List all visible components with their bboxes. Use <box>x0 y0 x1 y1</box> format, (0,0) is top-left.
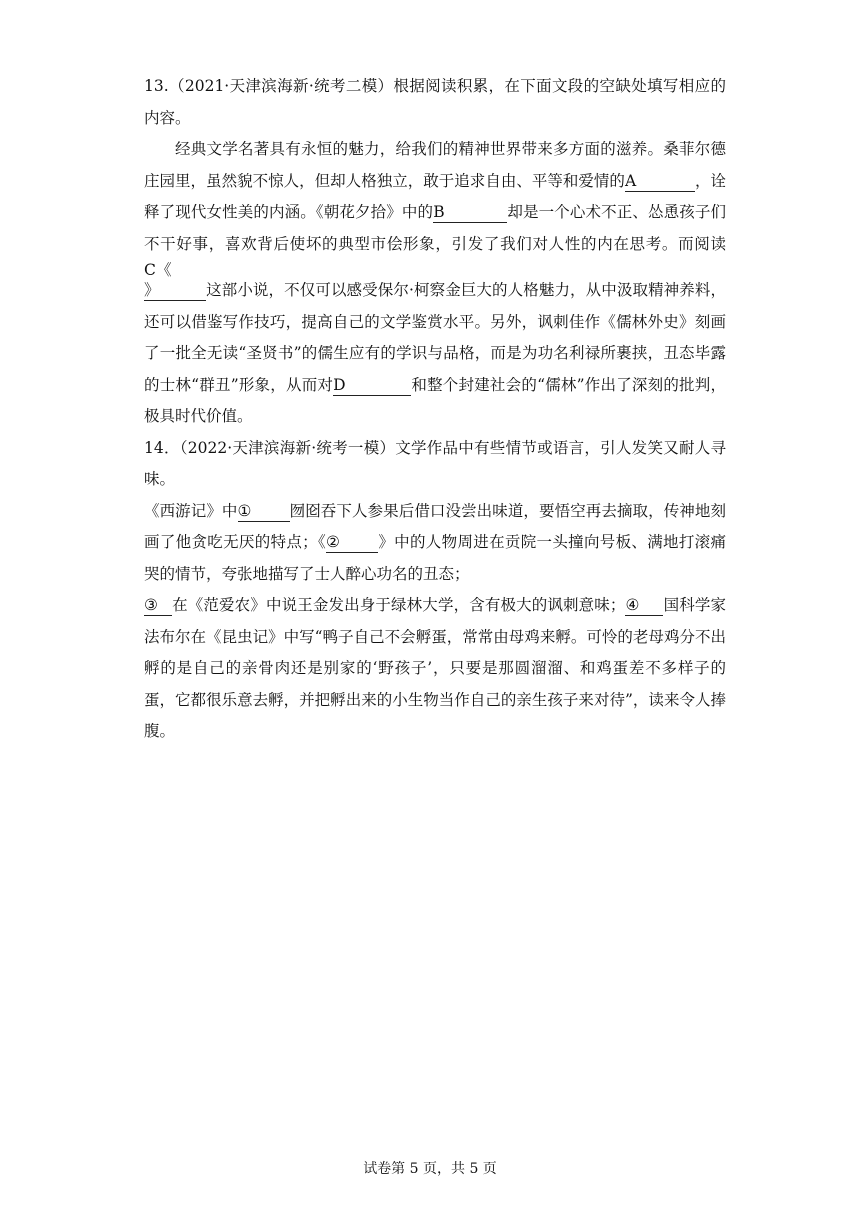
question-14-passage-1 <box>144 496 726 591</box>
page-footer: 试卷第 5 页，共 5 页 <box>363 1161 497 1177</box>
blank-2[interactable]: ② <box>326 532 378 553</box>
blank-d[interactable]: D <box>333 375 411 396</box>
blank-c[interactable]: C《》 <box>144 260 206 301</box>
page-content <box>144 71 726 748</box>
question-13-heading: 13.（2021·天津滨海新·统考二模）根据阅读积累，在下面文段的空缺处填写相应的内容。 <box>144 77 726 127</box>
q13-text-4: 这部小说，不仅可以感受保尔·柯察金巨大的人格魅力，从中汲取精神养料，还可以借鉴写作技巧，提高自己的文学鉴赏水平。另外，讽刺佳作《儒林外史》刻画了一批全无读“圣贤书”的儒生应有的学识与品格，而是为功名利禄所裹挟，丑态毕露的士林“群丑”形象，从而对 <box>144 281 726 394</box>
blank-3[interactable]: ③ <box>144 595 172 616</box>
question-13 <box>144 71 726 433</box>
q14-text-3: 》中的人物周进在贡院一头撞向号板、满地打滚痛哭的情节，夸张地描写了士人醉心功名的丑态； <box>144 533 726 583</box>
q14-text-2: 囫囵吞下人参果后借口没尝出味道，要悟空再去摘取，传神地刻画了他贪吃无厌的特点；《 <box>144 501 726 551</box>
blank-b[interactable]: B <box>433 202 507 223</box>
blank-4[interactable]: ④ <box>625 595 663 616</box>
blank-a[interactable]: A <box>625 171 695 192</box>
question-14-passage-2 <box>144 590 726 748</box>
question-14-heading: 14．（2022·天津滨海新·统考一模）文学作品中有些情节或语言，引人发笑又耐人寻味。 <box>144 438 726 488</box>
q13-text-5: 和整个封建社会的“儒林”作出了深刻的批判，极具时代价值。 <box>144 375 726 425</box>
q13-text-2: ，诠释了现代女性美的内涵。《朝花夕拾》中的 <box>144 171 726 221</box>
q13-text-3: 却是一个心术不正、怂恿孩子们不干好事，喜欢背后使坏的典型市侩形象，引发了我们对人性的内在思考。而阅读 <box>144 203 726 253</box>
question-13-passage <box>144 134 726 433</box>
q14-text-5: 国科学家法布尔在《昆虫记》中写“鸭子自己不会孵蛋，常常由母鸡来孵。可怜的老母鸡分不出孵的是自己的亲骨肉还是别家的‘野孩子’，只要是那圆溜溜、和鸡蛋差不多样子的蛋，它都很乐意去孵，并把孵出来的小生物当作自己的亲生孩子来对待”，读来令人捧腹。 <box>144 596 726 740</box>
blank-1[interactable]: ① <box>238 501 290 522</box>
q14-text-1: 《西游记》中 <box>144 501 238 520</box>
q13-text-1: 经典文学名著具有永恒的魅力，给我们的精神世界带来多方面的滋养。桑菲尔德庄园里，虽然貌不惊人，但却人格独立，敢于追求自由、平等和爱情的 <box>144 140 726 190</box>
question-14 <box>144 433 726 748</box>
q14-text-4: 在《范爱农》中说王金发出身于绿林大学，含有极大的讽刺意味； <box>172 596 626 614</box>
